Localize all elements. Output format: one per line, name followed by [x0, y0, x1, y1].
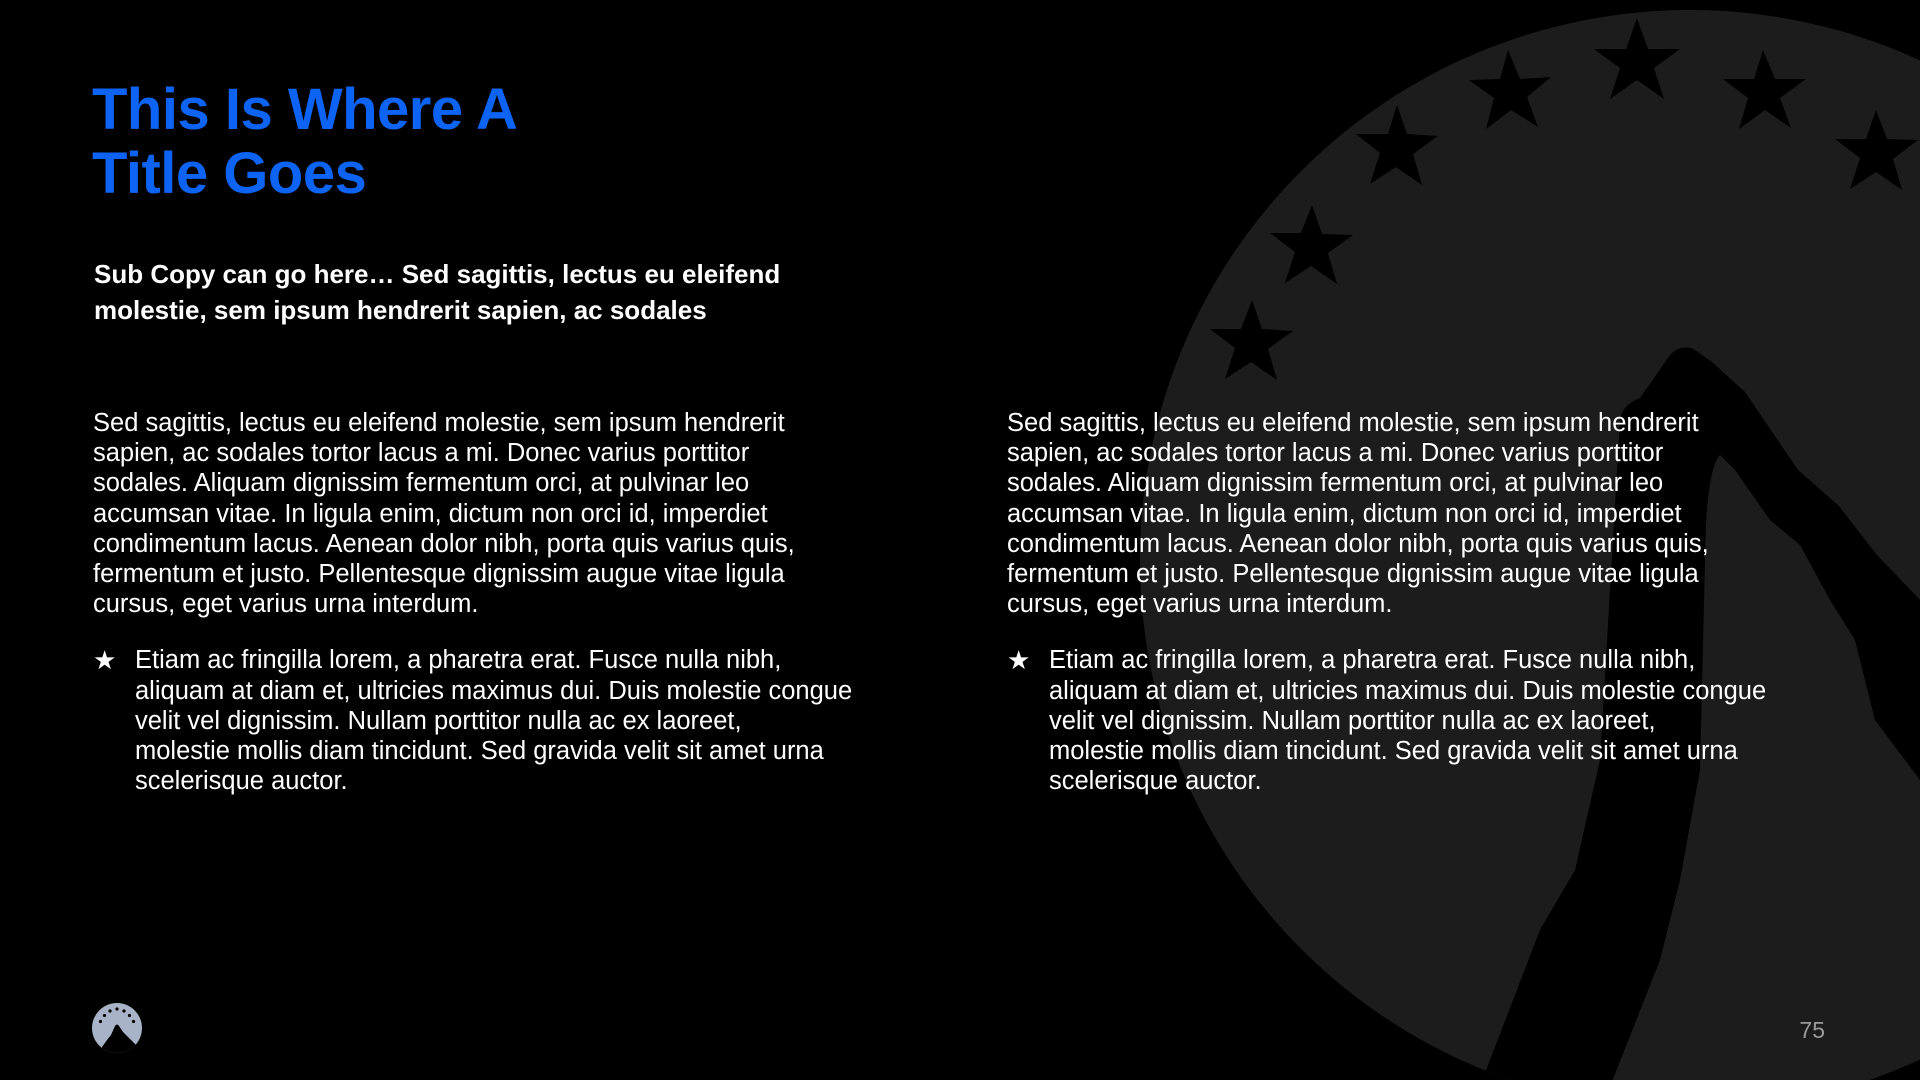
- right-column-paragraph: Sed sagittis, lectus eu eleifend molestie, sem ipsum hendrerit sapien, ac sodales tortor lacus a mi. Donec varius porttitor sodales. Aliquam dignissim fermentum orci, at pulvinar leo accumsan vitae. In ligula enim, dictum non orci id, imperdiet condimentum lacus. Aenean dolor nibh, porta quis varius quis, fermentum et justo. Pellentesque dignissim augue vitae ligula cursus, eget varius urna interdum.: [1007, 409, 1709, 619]
- page-number: 75: [1799, 1017, 1825, 1043]
- left-column-bullet-text: Etiam ac fringilla lorem, a pharetra erat. Fusce nulla nibh, aliquam at diam et, ultricies maximus dui. Duis molestie congue velit vel dignissim. Nullam porttitor nulla ac ex laoreet, molestie mollis diam tincidunt. Sed gravida velit sit amet urna scelerisque auctor.: [135, 646, 853, 796]
- left-column-paragraph: Sed sagittis, lectus eu eleifend molestie, sem ipsum hendrerit sapien, ac sodales tortor lacus a mi. Donec varius porttitor sodales. Aliquam dignissim fermentum orci, at pulvinar leo accumsan vitae. In ligula enim, dictum non orci id, imperdiet condimentum lacus. Aenean dolor nibh, porta quis varius quis, fermentum et justo. Pellentesque dignissim augue vitae ligula cursus, eget varius urna interdum.: [93, 409, 795, 619]
- left-text-column: [93, 408, 923, 796]
- right-text-column: [1007, 408, 1837, 796]
- star-icon: ★: [1007, 645, 1031, 676]
- footer-logo-icon: [91, 1002, 143, 1054]
- right-column-bullet: [1007, 645, 1837, 796]
- slide-title-line-2: Title Goes: [92, 141, 367, 206]
- star-icon: ★: [93, 645, 117, 676]
- left-column-bullet: [93, 645, 923, 796]
- slide-title-line-1: This Is Where A: [92, 77, 518, 142]
- slide-subcopy: Sub Copy can go here… Sed sagittis, lectus eu eleifend molestie, sem ipsum hendrerit sapien, ac sodales: [94, 259, 781, 325]
- slide-title: [92, 78, 612, 206]
- right-column-bullet-text: Etiam ac fringilla lorem, a pharetra erat. Fusce nulla nibh, aliquam at diam et, ultricies maximus dui. Duis molestie congue velit vel dignissim. Nullam porttitor nulla ac ex laoreet, molestie mollis diam tincidunt. Sed gravida velit sit amet urna scelerisque auctor.: [1049, 646, 1767, 796]
